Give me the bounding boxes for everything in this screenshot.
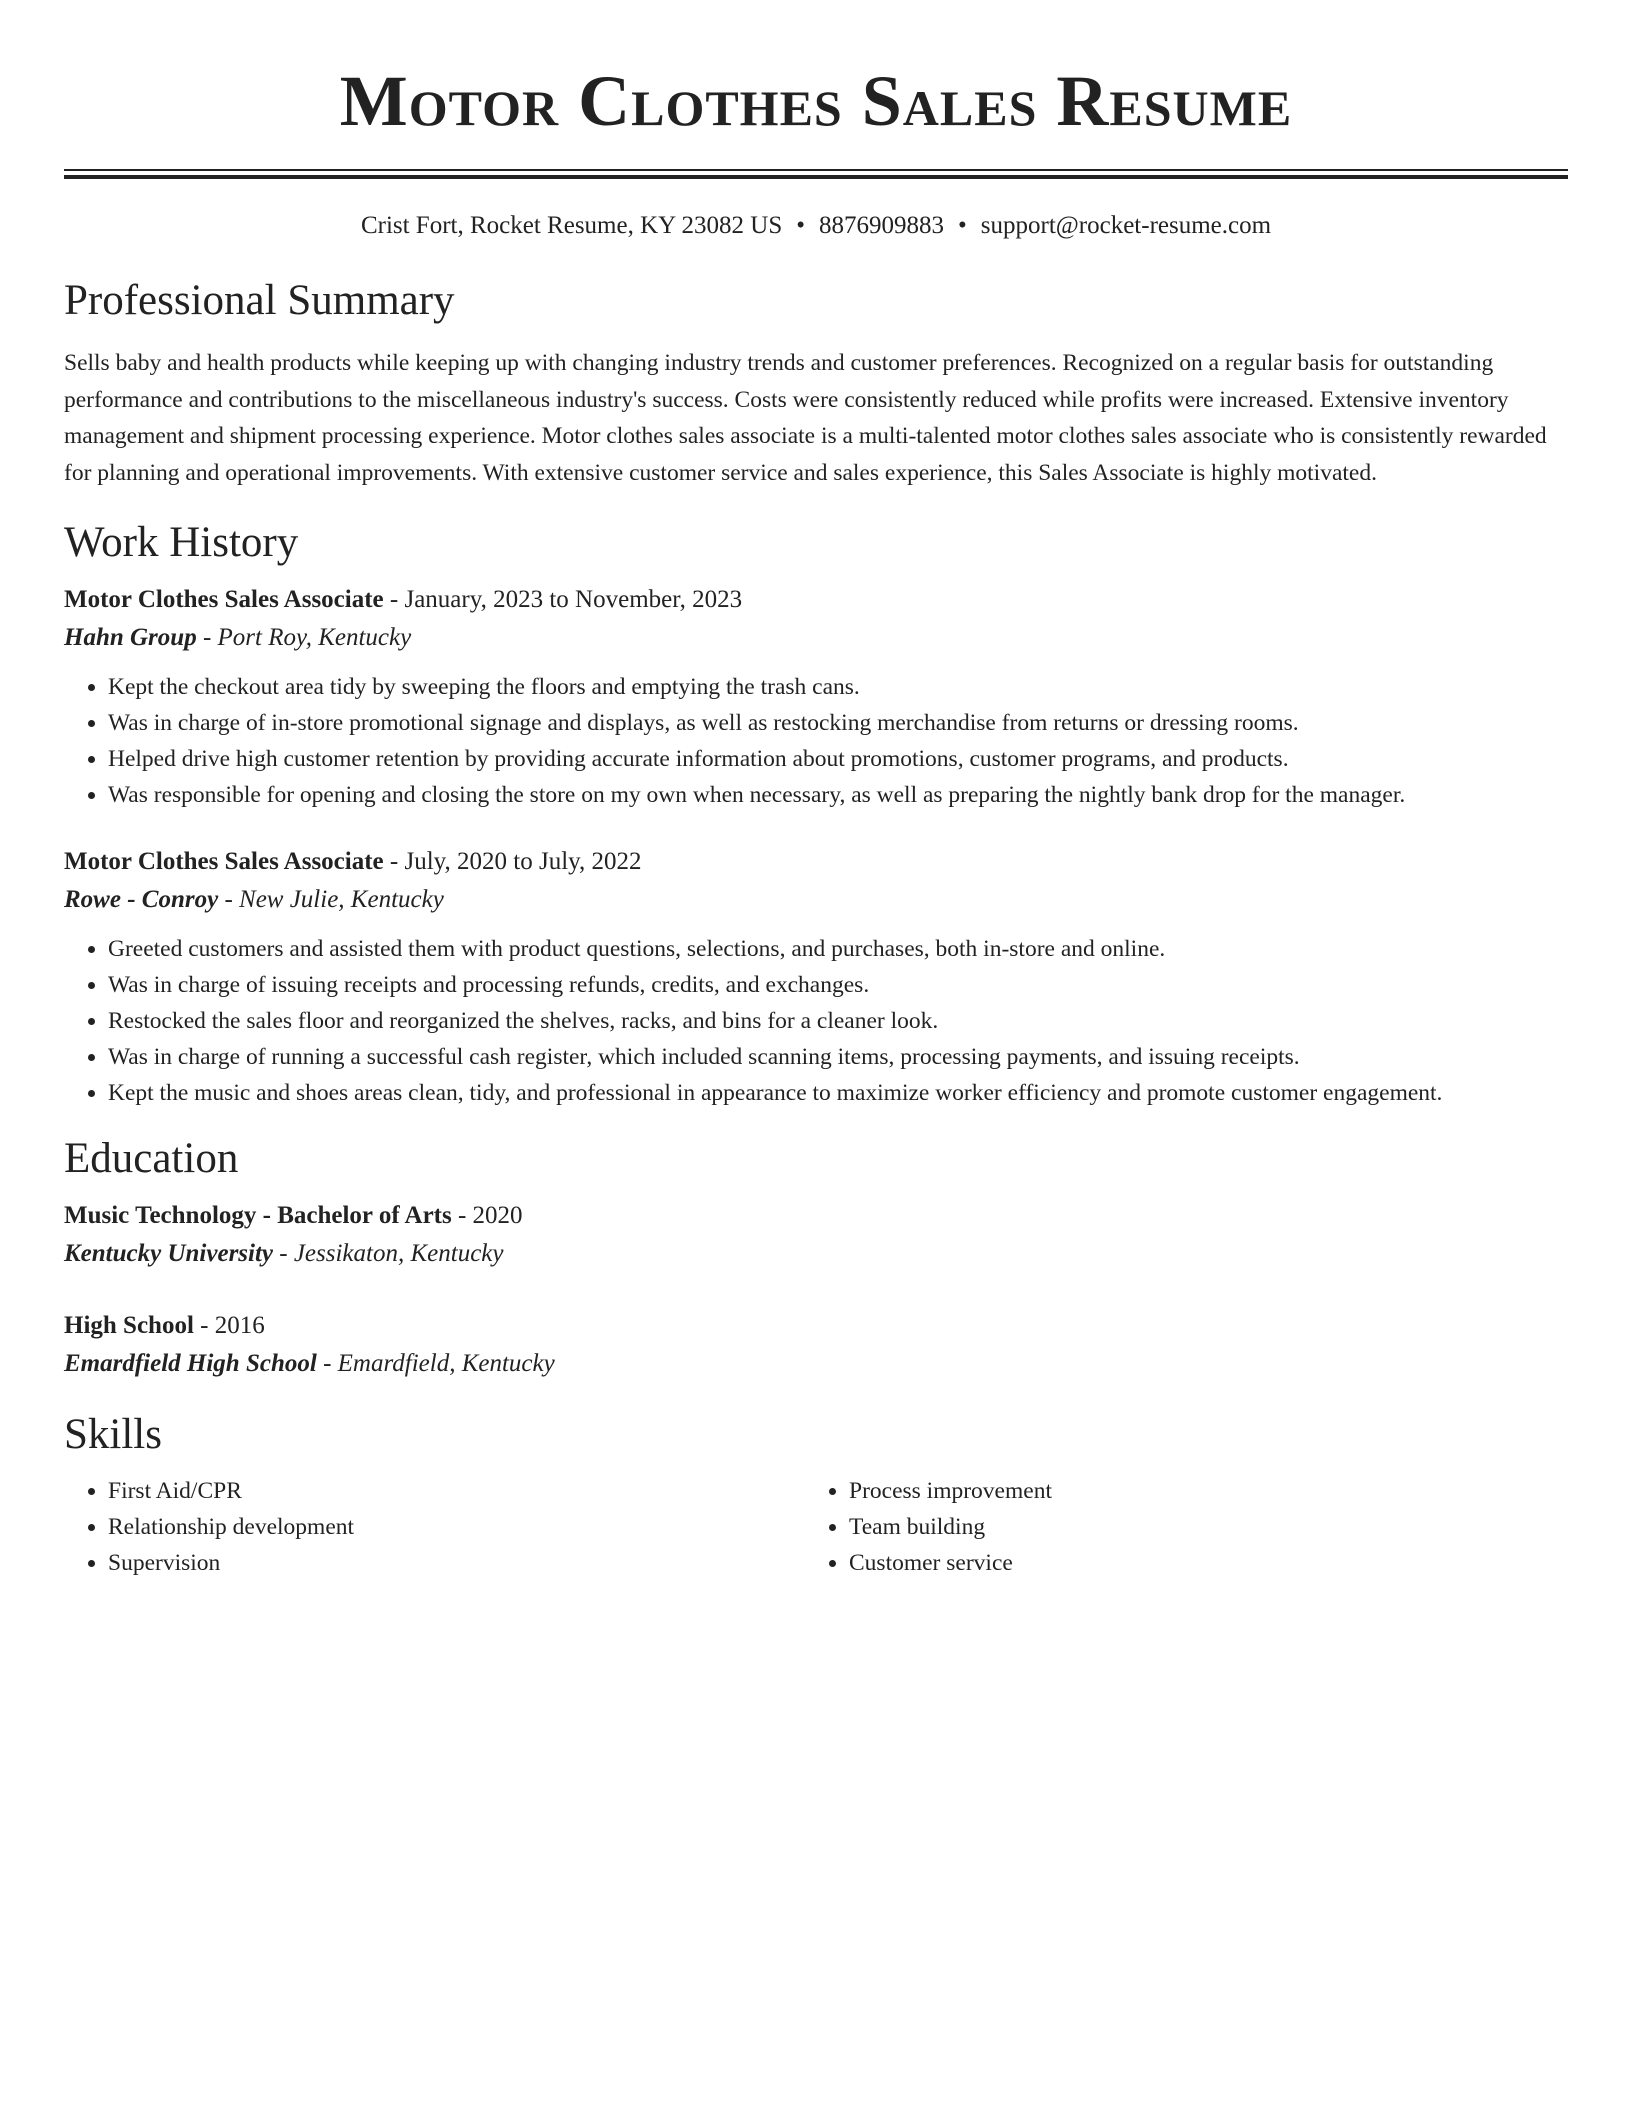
list-item: • Kept the checkout area tidy by sweeping the floors and emptying the trash cans. (108, 669, 1568, 705)
job-entry (64, 843, 1568, 1111)
divider-thick-line (64, 175, 1568, 179)
job-role: Motor Clothes Sales Associate (64, 586, 384, 613)
list-item: • Restocked the sales floor and reorganized the shelves, racks, and bins for a cleaner look. (108, 1003, 1568, 1039)
list-item: • Was in charge of in-store promotional signage and displays, as well as restocking merchandise from returns or dressing rooms. (108, 705, 1568, 741)
list-item: • Was in charge of issuing receipts and processing refunds, credits, and exchanges. (108, 967, 1568, 1003)
section-heading-summary: Professional Summary (64, 277, 455, 324)
skills-list-left (64, 1473, 805, 1581)
job-company-line (64, 881, 1568, 919)
list-item: • First Aid/CPR (108, 1473, 805, 1509)
education-section (64, 1133, 1568, 1383)
contact-separator: • (958, 212, 967, 239)
education-entry (64, 1307, 1568, 1383)
list-item: • Helped drive high customer retention by providing accurate information about promotions, customer programs, and products. (108, 741, 1568, 777)
education-degree: High School (64, 1312, 194, 1339)
list-item: • Relationship development (108, 1509, 805, 1545)
job-location: - Port Roy, Kentucky (196, 624, 412, 651)
job-company: Rowe - Conroy (64, 886, 219, 913)
contact-email: support@rocket-resume.com (980, 212, 1272, 239)
skills-section (64, 1409, 1568, 1581)
summary-text: Sells baby and health products while keeping up with changing industry trends and customer preferences. Recognized on a regular basis for outstanding performance and contributions to the miscellaneous industry's success. Costs were consistently reduced while profits were increased. Extensive inventory management and shipment processing experience. Motor clothes sales associate is a multi-talented motor clothes sales associate who is consistently rewarded for planning and operational improvements. With extensive customer service and sales experience, this Sales Associate is highly motivated. (64, 350, 1547, 486)
education-school: Kentucky University (64, 1240, 274, 1267)
list-item: • Process improvement (849, 1473, 1546, 1509)
education-school-line (64, 1235, 1568, 1273)
list-item: • Kept the music and shoes areas clean, tidy, and professional in appearance to maximize worker efficiency and promote customer engagement. (108, 1075, 1568, 1111)
job-entry (64, 581, 1568, 813)
job-company-line (64, 619, 1568, 657)
resume-title: Motor Clothes Sales Resume (339, 61, 1293, 141)
contact-line (64, 210, 1568, 242)
skills-list-right (805, 1473, 1546, 1581)
education-degree-line (64, 1197, 1568, 1235)
section-heading-education: Education (64, 1135, 239, 1182)
job-dates: - January, 2023 to November, 2023 (383, 586, 743, 613)
contact-phone: 8876909883 (819, 212, 944, 239)
education-degree: Music Technology - Bachelor of Arts (64, 1202, 452, 1229)
section-heading-skills: Skills (64, 1411, 162, 1458)
education-degree-line (64, 1307, 1568, 1345)
contact-address: Crist Fort, Rocket Resume, KY 23082 US (360, 212, 783, 239)
work-history-section (64, 517, 1568, 1111)
education-school-line (64, 1345, 1568, 1383)
list-item: • Greeted customers and assisted them with product questions, selections, and purchases, both in-store and online. (108, 931, 1568, 967)
education-entry (64, 1197, 1568, 1273)
title-divider (64, 169, 1568, 180)
job-company: Hahn Group (64, 624, 197, 651)
divider-thin-line (64, 169, 1568, 171)
summary-section (64, 275, 1568, 491)
job-title-line (64, 581, 1568, 619)
education-location: - Emardfield, Kentucky (316, 1350, 555, 1377)
education-year: - 2016 (193, 1312, 265, 1339)
job-role: Motor Clothes Sales Associate (64, 848, 384, 875)
job-title-line (64, 843, 1568, 881)
list-item: • Team building (849, 1509, 1546, 1545)
education-year: - 2020 (451, 1202, 523, 1229)
job-bullet-list (64, 669, 1568, 813)
job-bullet-list (64, 931, 1568, 1111)
education-school: Emardfield High School (64, 1350, 317, 1377)
education-location: - Jessikaton, Kentucky (273, 1240, 504, 1267)
section-heading-work-history: Work History (64, 519, 299, 566)
contact-separator: • (796, 212, 805, 239)
job-location: - New Julie, Kentucky (218, 886, 444, 913)
job-dates: - July, 2020 to July, 2022 (383, 848, 642, 875)
list-item: • Was responsible for opening and closing the store on my own when necessary, as well as preparing the nightly bank drop for the manager. (108, 777, 1568, 813)
skills-columns (64, 1473, 1568, 1581)
list-item: • Supervision (108, 1545, 805, 1581)
list-item: • Was in charge of running a successful cash register, which included scanning items, processing payments, and issuing receipts. (108, 1039, 1568, 1075)
list-item: • Customer service (849, 1545, 1546, 1581)
